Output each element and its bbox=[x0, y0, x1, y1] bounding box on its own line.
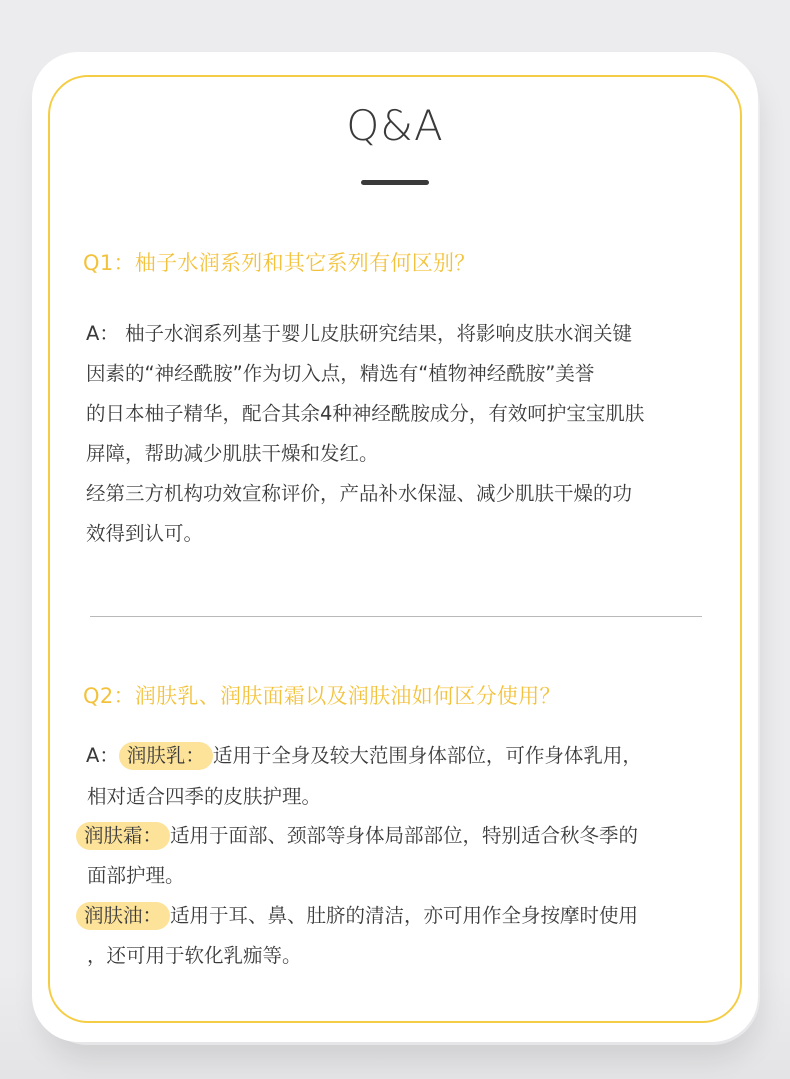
answer-2-item-cream-cont: 面部护理。 bbox=[87, 864, 185, 887]
answer-2-item-lotion-cont: 相对适合四季的皮肤护理。 bbox=[87, 785, 322, 808]
answer-1-line: A： 柚子水润系列基于婴儿皮肤研究结果，将影响皮肤水润关键 bbox=[86, 322, 633, 345]
cream-text: 适用于面部、颈部等身体局部部位，特别适合秋冬季的 bbox=[170, 824, 639, 847]
lotion-label-badge: 润肤乳： bbox=[119, 742, 213, 770]
answer-1-line: 因素的“神经酰胺”作为切入点，精选有“植物神经酰胺”美誉 bbox=[86, 362, 595, 385]
oil-label-badge: 润肤油： bbox=[76, 902, 170, 930]
answer-prefix: A： bbox=[86, 744, 119, 767]
answer-2-item-oil bbox=[76, 901, 638, 931]
answer-1-line: 效得到认可。 bbox=[86, 522, 204, 545]
page-title: Q&A bbox=[346, 101, 444, 150]
answer-1-line: 屏障，帮助减少肌肤干燥和发红。 bbox=[86, 442, 379, 465]
answer-2-item-cream bbox=[76, 821, 638, 851]
answer-1-line: 经第三方机构功效宣称评价，产品补水保湿、减少肌肤干燥的功 bbox=[86, 482, 633, 505]
section-divider bbox=[90, 616, 702, 617]
answer-1 bbox=[86, 314, 722, 554]
oil-text: 适用于耳、鼻、肚脐的清洁，亦可用作全身按摩时使用 bbox=[170, 904, 639, 927]
answer-2-item-lotion bbox=[86, 741, 642, 771]
answer-1-line: 的日本柚子精华，配合其余4种神经酰胺成分，有效呵护宝宝肌肤 bbox=[86, 402, 645, 425]
answer-2-item-oil-cont: ，还可用于软化乳痂等。 bbox=[87, 944, 302, 967]
title-underline bbox=[361, 180, 429, 185]
cream-label-badge: 润肤霜： bbox=[76, 822, 170, 850]
lotion-text: 适用于全身及较大范围身体部位，可作身体乳用， bbox=[212, 744, 642, 767]
question-2: Q2：润肤乳、润肤面霜以及润肤油如何区分使用？ bbox=[83, 684, 561, 708]
question-1: Q1：柚子水润系列和其它系列有何区别？ bbox=[83, 251, 476, 275]
